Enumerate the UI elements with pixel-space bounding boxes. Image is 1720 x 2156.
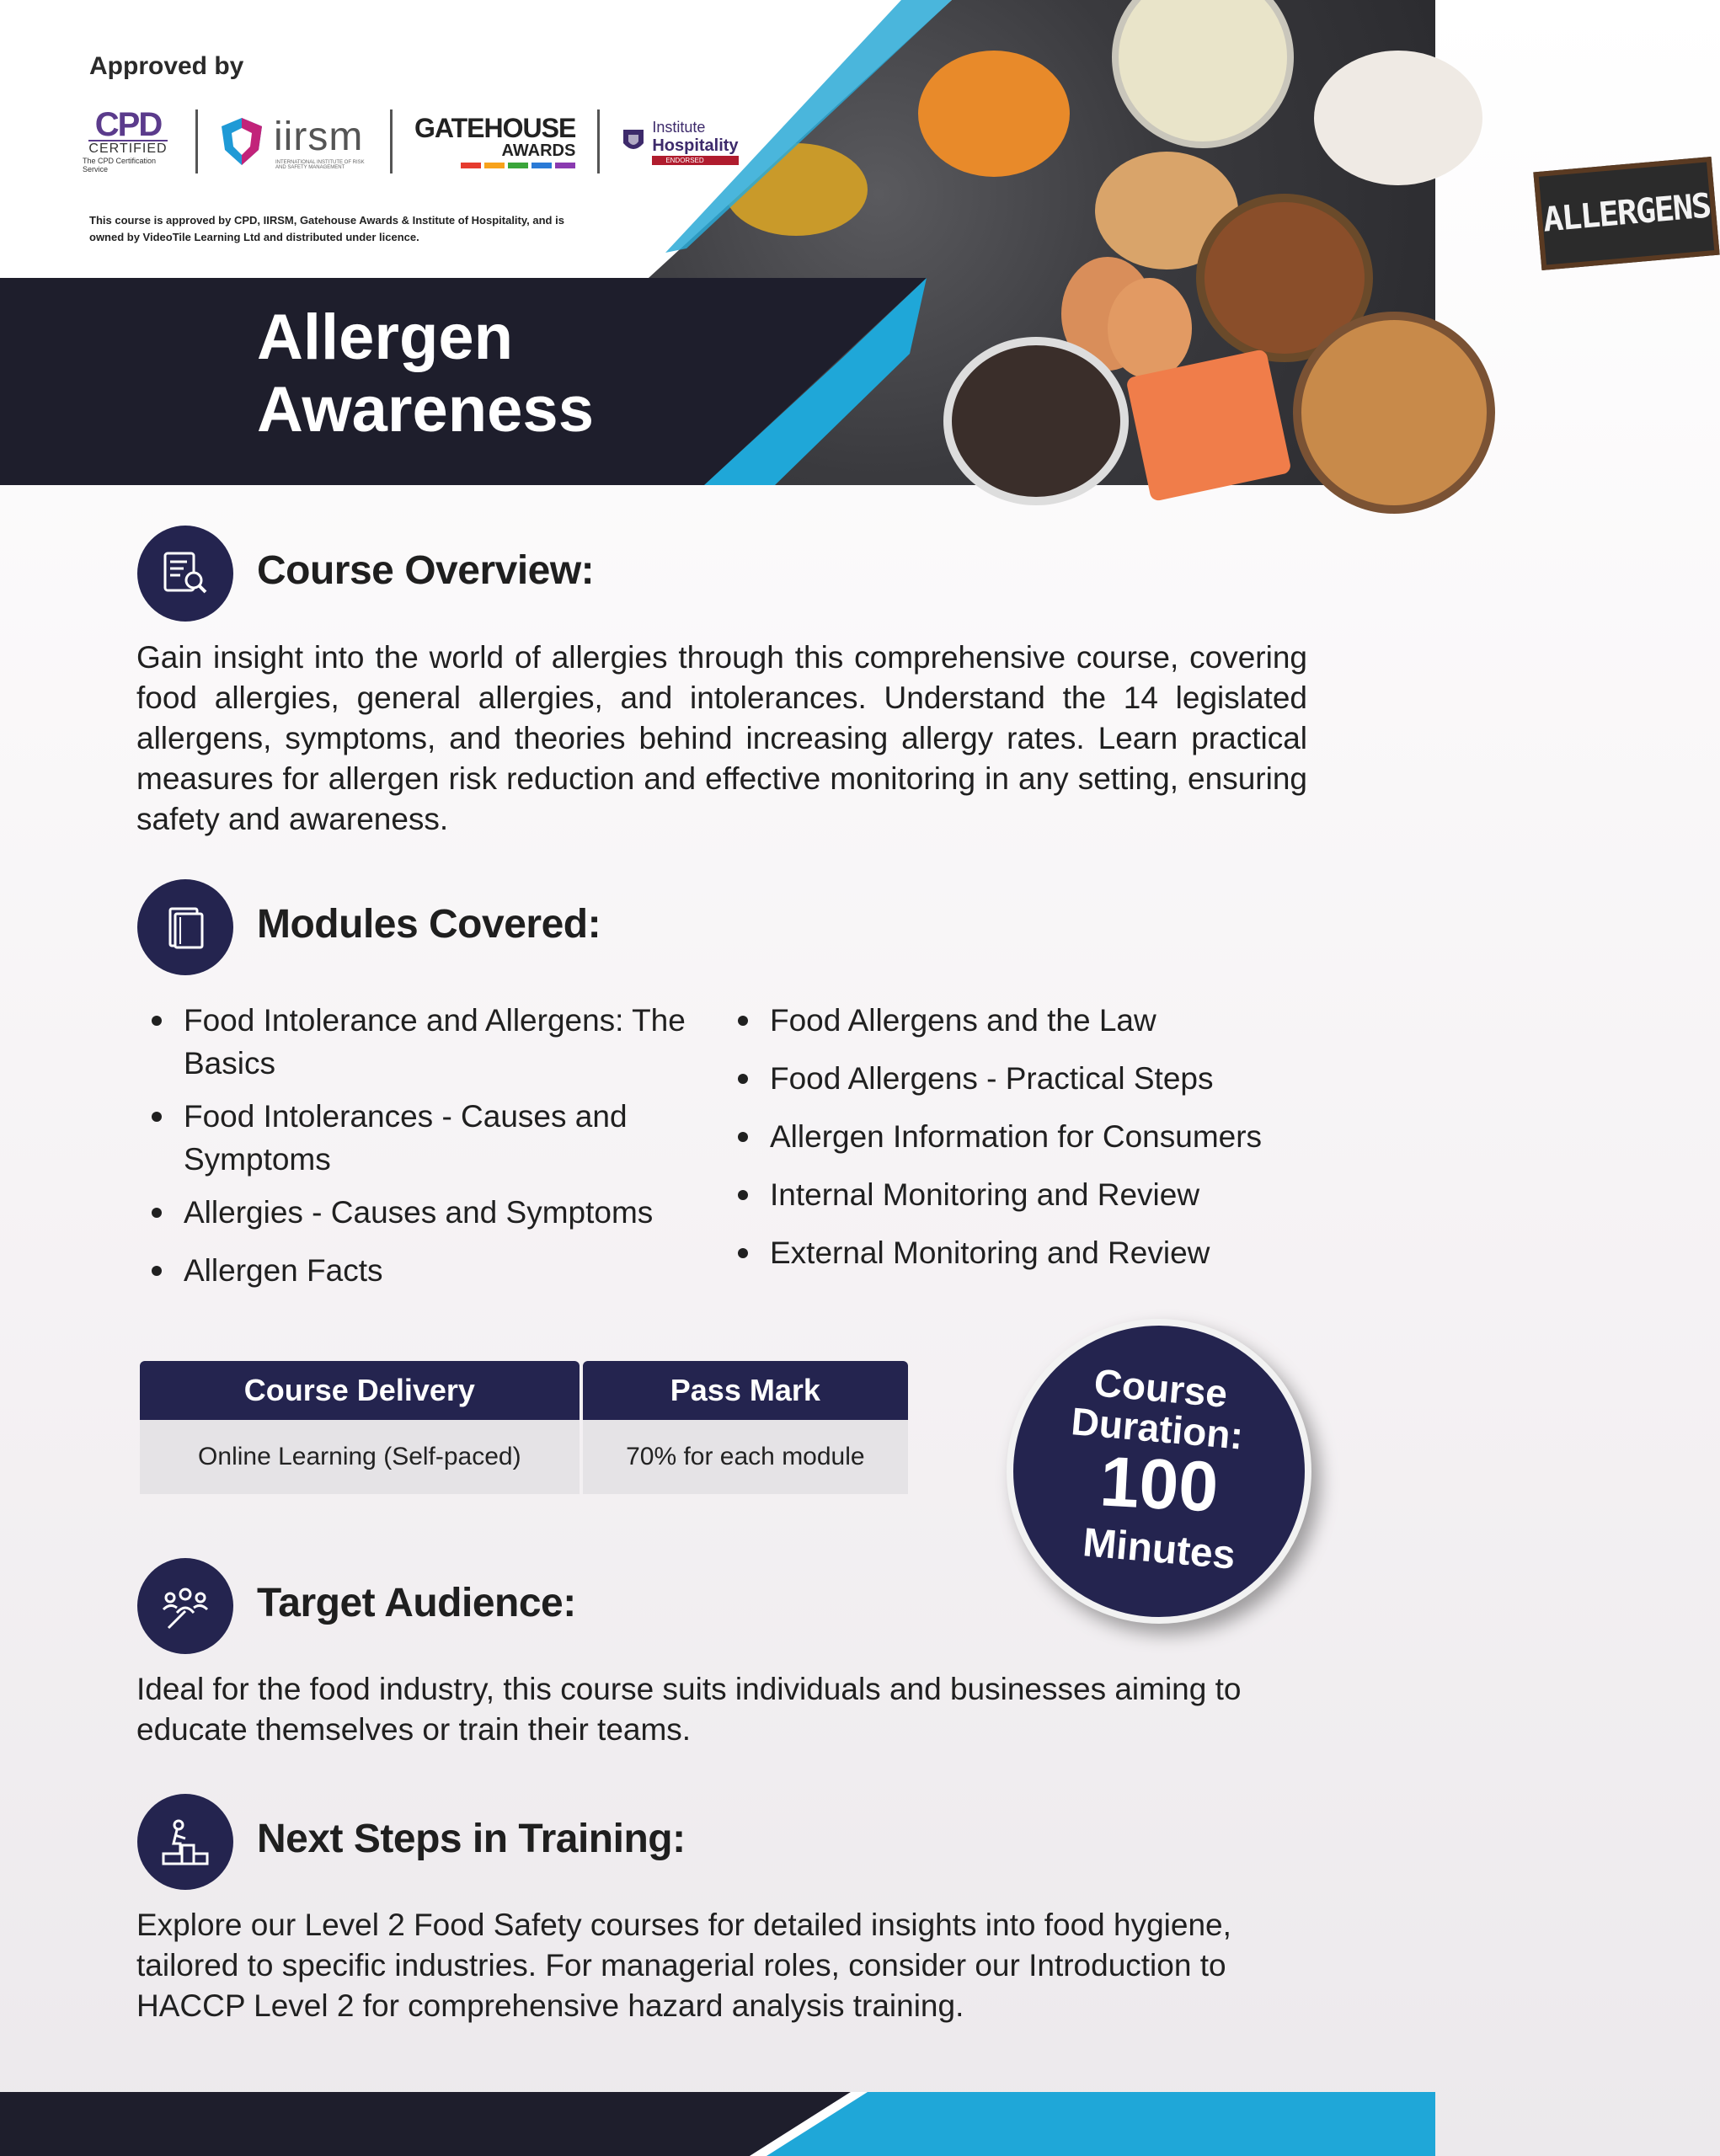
audience-heading: Target Audience:: [257, 1581, 576, 1625]
ioh-hospitality-text: Hospitality: [652, 136, 739, 155]
ioh-endorsed-badge: ENDORSED: [652, 156, 738, 165]
audience-text: Ideal for the food industry, this course suits individuals and businesses aiming to educate themselves or train their teams.: [136, 1672, 1242, 1747]
course-delivery-value: Online Learning (Self-paced): [140, 1420, 580, 1494]
modules-list-right: [723, 999, 1329, 1274]
course-delivery-header: Course Delivery: [140, 1361, 580, 1420]
document-search-icon: [160, 548, 211, 599]
cpd-logo-text: CPD: [94, 106, 162, 143]
modules-list-left: [136, 999, 709, 1292]
people-target-icon: [160, 1581, 211, 1631]
course-title: [257, 302, 594, 446]
pass-mark-header: Pass Mark: [583, 1361, 908, 1420]
approval-disclaimer: This course is approved by CPD, IIRSM, Gatehouse Awards & Institute of Hospitality, and is owned by VideoTile Learning Ltd and distributed under licence.: [89, 214, 564, 243]
institute-of-hospitality-logo: [622, 119, 738, 165]
logo-divider: [390, 109, 393, 173]
pass-mark-value: 70% for each module: [583, 1420, 908, 1494]
list-item: Food Allergens - Practical Steps: [723, 1057, 1329, 1100]
list-item: Food Allergens and the Law: [723, 999, 1329, 1042]
book-icon: [160, 902, 211, 953]
table-row: [140, 1420, 908, 1494]
ioh-institute-text: Institute: [652, 118, 706, 136]
list-item: Allergies - Causes and Symptoms: [136, 1191, 709, 1234]
duration-unit: Minutes: [1081, 1520, 1237, 1578]
list-item: Food Intolerances - Causes and Symptoms: [136, 1095, 709, 1181]
next-steps-text: Explore our Level 2 Food Safety courses for detailed insights into food hygiene, tailored to specific industries. For managerial roles, consider our Introduction to HACCP Level 2 for comprehensive hazard analysis training.: [136, 1908, 1231, 2023]
logo-divider: [597, 109, 600, 173]
next-steps-icon: [137, 1794, 233, 1890]
accreditation-logos: [83, 108, 739, 175]
audience-icon: [137, 1558, 233, 1654]
approved-by-label: Approved by: [89, 52, 244, 80]
list-item: Internal Monitoring and Review: [723, 1173, 1329, 1216]
iirsm-subtitle: INTERNATIONAL INSTITUTE OF RISK AND SAFETY MANAGEMENT: [275, 159, 365, 170]
overview-heading: Course Overview:: [257, 548, 595, 593]
gatehouse-text: GATEHOUSE: [414, 113, 576, 143]
list-item: Allergen Information for Consumers: [723, 1115, 1329, 1158]
modules-heading: Modules Covered:: [257, 902, 601, 947]
iirsm-logo: [220, 114, 368, 170]
ioh-crest-icon: [622, 126, 645, 157]
duration-label: Course Duration:: [1069, 1360, 1245, 1458]
cpd-service-text: The CPD Certification Service: [83, 157, 157, 173]
title-line-2: Awareness: [257, 374, 594, 446]
cpd-logo: [83, 106, 174, 173]
allergens-sign: ALLERGENS: [1533, 157, 1719, 270]
logo-divider: [195, 109, 198, 173]
list-item: Allergen Facts: [136, 1249, 709, 1292]
gatehouse-awards-text: AWARDS: [501, 141, 576, 160]
overview-text: Gain insight into the world of allergies through this comprehensive course, covering food allergies, general allergies, and intolerances. Understand the 14 legislated allergens, symptoms, and theories behind increasing allergy rates. Learn practical measures for allergen risk reduction and effective monitoring in any setting, ensuring safety and awareness.: [136, 640, 1307, 836]
list-item: External Monitoring and Review: [723, 1231, 1329, 1274]
modules-icon: [137, 879, 233, 975]
next-steps-heading: Next Steps in Training:: [257, 1817, 686, 1861]
footer-band: [0, 2092, 1435, 2156]
table-header-row: [140, 1361, 908, 1420]
climbing-steps-icon: [160, 1817, 211, 1867]
course-duration-badge: [1007, 1319, 1311, 1624]
gatehouse-logo: [414, 115, 575, 168]
header-banner: [0, 0, 1712, 485]
duration-value: 100: [1098, 1441, 1221, 1527]
iirsm-logo-text: iirsm: [274, 114, 364, 159]
course-info-table: [136, 1361, 911, 1494]
list-item: Food Intolerance and Allergens: The Basics: [136, 999, 709, 1085]
cpd-certified-text: CERTIFIED: [88, 141, 168, 156]
title-line-1: Allergen: [257, 302, 514, 373]
iirsm-shield-icon: [220, 116, 264, 167]
title-band: [0, 278, 1435, 485]
overview-icon: [137, 526, 233, 622]
gatehouse-color-bars: [461, 163, 575, 168]
